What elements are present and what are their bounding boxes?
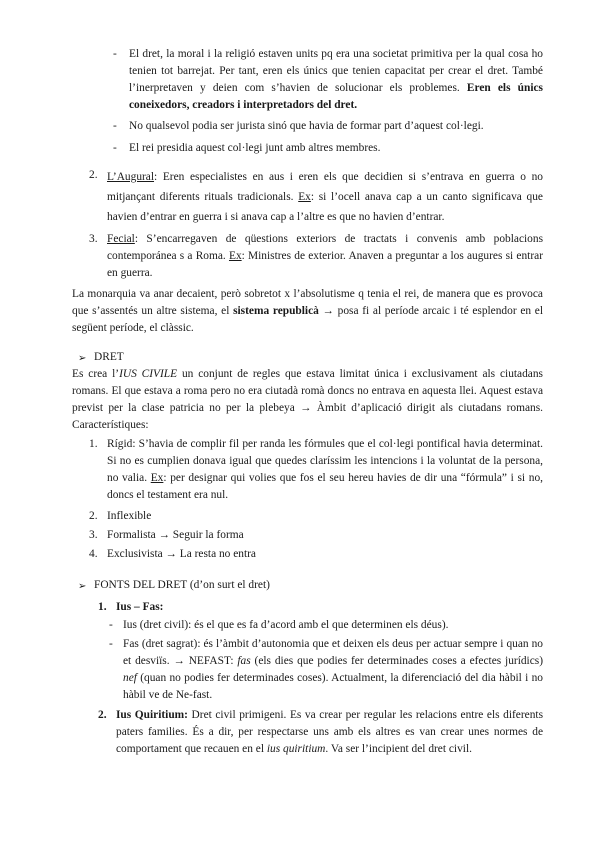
item-number: 1. — [98, 601, 107, 613]
bullet-rei: El rei presidia aquest col·legi junt amb altres membres. — [129, 142, 381, 154]
example-label: Ex — [298, 191, 311, 203]
item-number: 2. — [89, 169, 98, 181]
augural-item: L’Augural: Eren especialistes en aus i eren els que decidien si s’entrava en guerra o no mitjançant diferents rituals tradicionals. Ex: si l’ocell anava cap a un canto significava que havien d’entrar en guerra i si anava cap a l’altre es que no havien d’entrar. — [107, 171, 543, 223]
arrow-bullet-icon: ➢ — [78, 581, 87, 592]
dret-heading: DRET — [94, 351, 124, 363]
arrow-bullet-icon: ➢ — [78, 353, 87, 364]
bold-conclusion: Eren els únics coneixedors, creadors i interpretadors del dret. — [129, 82, 543, 111]
characteristic-exclusivista: Exclusivista → La resta no entra — [107, 548, 256, 560]
fecial-item: Fecial: S’encarregaven de qüestions exteriors de tractats i convenis amb poblacions contemporánea s a Roma. Ex: Ministres de exterior. Anaven a preguntar a los augures si entrar en guerra. — [107, 233, 543, 279]
dash-marker: - — [113, 48, 117, 60]
ius-quiritium-term: ius quiritium — [266, 743, 326, 755]
ius-item: Ius (dret civil): és el que es fa d’acord amb el que determinen els déus). — [123, 619, 449, 631]
augural-label: L’Augural — [107, 171, 155, 183]
fas-term: fas — [237, 655, 251, 667]
characteristic-inflexible: Inflexible — [107, 510, 152, 522]
ius-civile-paragraph: Es crea l’IUS CIVILE un conjunt de regles que estava limitat única i exclusivament als ciutadans romans. El que estava a roma pero no era ciutadà romà doncs no entrava en aquesta llei. Aquest estava previst per la clase patricia no per la plebeya → Àmbit d’aplicació dirigit als ciutadans romans. Característiques: — [72, 368, 543, 431]
dash-marker: - — [113, 120, 117, 132]
fonts-heading: FONTS DEL DRET (d’on surt el dret) — [94, 579, 270, 591]
bullet-dret-moral: El dret, la moral i la religió estaven units pq era una societat primitiva per la qual cosa ho tenien tot barrejat. Per tant, eren els únics que tenien capacitat per crear el dret. També l’inerpretaven y deien com s’havien de solucionar els problemes. Eren els únics coneixedors, creadors i interpretadors del dret. — [129, 48, 543, 111]
dash-marker: - — [109, 619, 113, 631]
fecial-label: Fecial — [107, 233, 135, 245]
item-number: 2. — [98, 709, 107, 721]
ius-quiritium-heading: Ius Quiritium: — [116, 709, 188, 721]
item-number: 4. — [89, 548, 98, 560]
item-number: 1. — [89, 438, 98, 450]
example-label: Ex — [228, 250, 242, 262]
characteristic-rigid: Rígid: S’havia de complir fil per randa les fórmules que el col·legi pontifical havia determinat. Si no es cumplien donava igual que quedes claríssim les intencions i la voluntat de la persona, no valia. Ex: per designar qui volies que fos el seu hereu havies de dir una “fórmula” i si no, doncs el testament era nul. — [107, 438, 543, 501]
monarchy-paragraph: La monarquia va anar decaient, però sobretot x l’absolutisme q tenia el rei, de manera que es provoca que s’assentés un altre sistema, el sistema republicà → posa fi al període arcaic i té esplendor en el següent període, el clàssic. — [72, 288, 543, 334]
item-number: 2. — [89, 510, 98, 522]
nef-term: nef — [123, 672, 137, 684]
dash-marker: - — [113, 142, 117, 154]
example-label: Ex — [150, 472, 164, 484]
item-number: 3. — [89, 529, 98, 541]
bold-sistema-republica: sistema republicà — [233, 305, 319, 317]
ius-civile-term: IUS CIVILE — [119, 368, 178, 380]
bullet-jurista: No qualsevol podia ser jurista sinó que havia de formar part d’aquest col·legi. — [129, 120, 484, 132]
item-number: 3. — [89, 233, 98, 245]
ius-quiritium-item: Ius Quiritium: Dret civil primigeni. Es va crear per regular les relacions entre els diferents paters families. És a dir, per respectarse uns amb els altres es van crear unes normes de comportament que recauen en el ius quiritium. Va ser l’incipient del dret civil. — [116, 709, 543, 755]
characteristic-formalista: Formalista → Seguir la forma — [107, 529, 244, 541]
dash-marker: - — [109, 638, 113, 650]
ius-fas-heading: Ius – Fas: — [116, 601, 164, 613]
fas-item: Fas (dret sagrat): és l’àmbit d’autonomia que et deixen els deus per actuar sempre i quan no et desviïs. → NEFAST: fas (els dies que podies fer determinades coses a efectes jurídics) nef (quan no podies fer determinades coses). Actualment, la diferenciació del dia hàbil i no hàbil ve de Ne-fast. — [123, 638, 544, 701]
